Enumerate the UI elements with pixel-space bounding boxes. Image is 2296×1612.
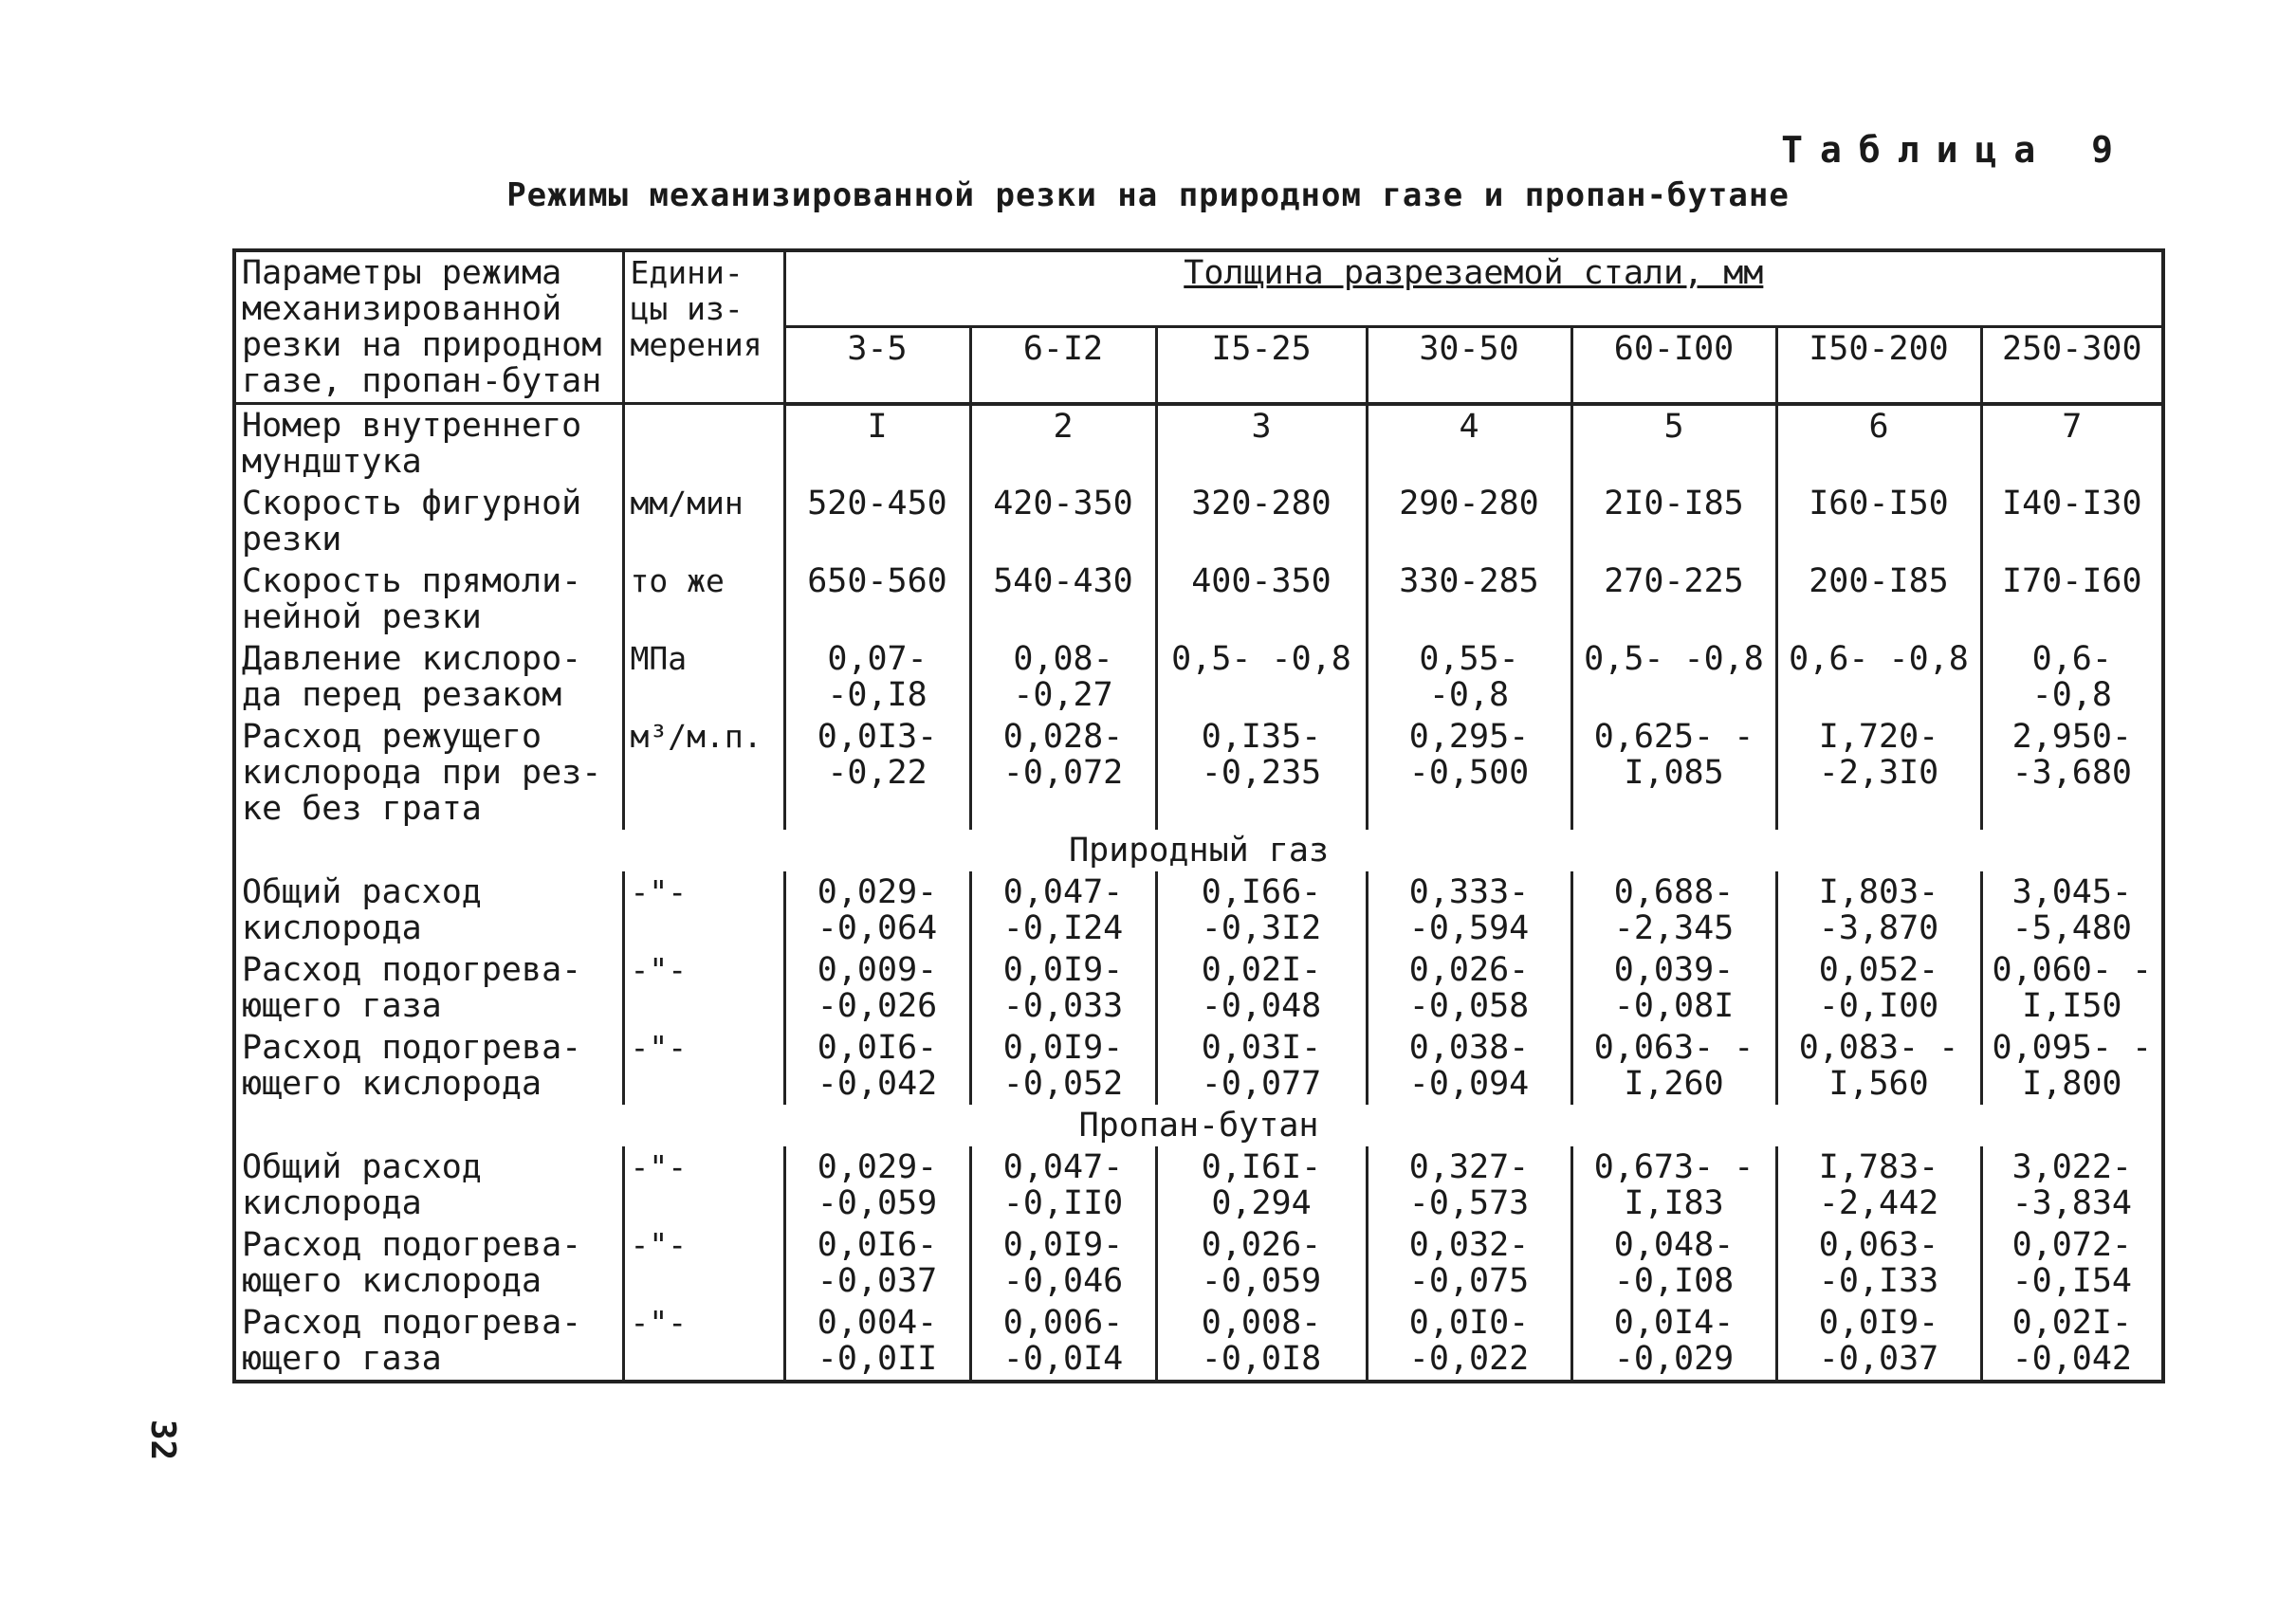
value-cell: 4	[1367, 404, 1571, 484]
value-cell: 0,I35- -0,235	[1156, 716, 1367, 830]
value-cell: 0,028- -0,072	[970, 716, 1156, 830]
value-cell: 400-350	[1156, 560, 1367, 638]
unit-cell: -"-	[623, 949, 784, 1027]
header-thickness-group: Толщина разрезаемой стали, мм	[784, 250, 2163, 327]
section-title: Пропан-бутан	[234, 1105, 2163, 1146]
param-cell: Номер внутреннего мундштука	[234, 404, 623, 484]
value-cell: 0,052- -0,I00	[1776, 949, 1981, 1027]
table-row	[234, 1302, 2163, 1382]
value-cell: 0,072- -0,I54	[1981, 1224, 2163, 1302]
param-cell: Расход подогрева- ющего кислорода	[234, 1027, 623, 1105]
header-param: Параметры режима механизированной резки на природном газе, пропан-бутан	[234, 250, 623, 404]
table-row	[234, 560, 2163, 638]
value-cell: 0,08- -0,27	[970, 638, 1156, 716]
value-cell: 0,029- -0,064	[784, 871, 970, 949]
value-cell: I,803- -3,870	[1776, 871, 1981, 949]
param-cell: Расход подогрева- ющего газа	[234, 949, 623, 1027]
value-cell: 0,026- -0,059	[1156, 1224, 1367, 1302]
unit-cell: -"-	[623, 871, 784, 949]
value-cell: 0,6- -0,8	[1981, 638, 2163, 716]
value-cell: 0,032- -0,075	[1367, 1224, 1571, 1302]
value-cell: 650-560	[784, 560, 970, 638]
value-cell: 7	[1981, 404, 2163, 484]
value-cell: 0,0I6- -0,037	[784, 1224, 970, 1302]
value-cell: 0,0I3- -0,22	[784, 716, 970, 830]
value-cell: I60-I50	[1776, 483, 1981, 560]
value-cell: 0,333- -0,594	[1367, 871, 1571, 949]
param-cell: Скорость фигурной резки	[234, 483, 623, 560]
value-cell: 0,063- -I,260	[1571, 1027, 1776, 1105]
value-cell: 0,047- -0,I24	[970, 871, 1156, 949]
value-cell: 0,0I9- -0,046	[970, 1224, 1156, 1302]
param-cell: Расход подогрева- ющего кислорода	[234, 1224, 623, 1302]
thickness-col: 30-50	[1367, 327, 1571, 404]
value-cell: 0,048- -0,I08	[1571, 1224, 1776, 1302]
unit-cell: -"-	[623, 1224, 784, 1302]
value-cell: 540-430	[970, 560, 1156, 638]
value-cell: 0,I66- -0,3I2	[1156, 871, 1367, 949]
value-cell: 0,060- -I,I50	[1981, 949, 2163, 1027]
section-row	[234, 830, 2163, 871]
value-cell: 330-285	[1367, 560, 1571, 638]
value-cell: 0,0I9- -0,037	[1776, 1302, 1981, 1382]
value-cell: 270-225	[1571, 560, 1776, 638]
value-cell: 0,6- -0,8	[1776, 638, 1981, 716]
unit-cell: м³/м.п.	[623, 716, 784, 830]
value-cell: 0,55- -0,8	[1367, 638, 1571, 716]
value-cell: 200-I85	[1776, 560, 1981, 638]
thickness-col: 3-5	[784, 327, 970, 404]
unit-cell: -"-	[623, 1302, 784, 1382]
value-cell: 0,026- -0,058	[1367, 949, 1571, 1027]
value-cell: I	[784, 404, 970, 484]
thickness-col: 250-300	[1981, 327, 2163, 404]
unit-cell	[623, 404, 784, 484]
value-cell: 0,07- -0,I8	[784, 638, 970, 716]
value-cell: 0,029- -0,059	[784, 1146, 970, 1224]
table-caption: Режимы механизированной резки на природном газе и пропан-бутане	[506, 176, 1790, 214]
thickness-col: I5-25	[1156, 327, 1367, 404]
param-cell: Расход режущего кислорода при рез- ке без грата	[234, 716, 623, 830]
value-cell: 2	[970, 404, 1156, 484]
value-cell: 0,083- -I,560	[1776, 1027, 1981, 1105]
section-title: Природный газ	[234, 830, 2163, 871]
value-cell: 6	[1776, 404, 1981, 484]
value-cell: I,720- -2,3I0	[1776, 716, 1981, 830]
cutting-modes-table	[232, 248, 2165, 1383]
table-row	[234, 1027, 2163, 1105]
thickness-col: 60-I00	[1571, 327, 1776, 404]
value-cell: 0,0I9- -0,052	[970, 1027, 1156, 1105]
value-cell: 0,02I- -0,048	[1156, 949, 1367, 1027]
value-cell: 0,I6I- 0,294	[1156, 1146, 1367, 1224]
value-cell: 2,950- -3,680	[1981, 716, 2163, 830]
value-cell: 0,327- -0,573	[1367, 1146, 1571, 1224]
value-cell: 0,625- -I,085	[1571, 716, 1776, 830]
value-cell: 320-280	[1156, 483, 1367, 560]
param-cell: Давление кислоро- да перед резаком	[234, 638, 623, 716]
param-cell: Общий расход кислорода	[234, 871, 623, 949]
param-cell: Скорость прямоли- нейной резки	[234, 560, 623, 638]
thickness-col: 6-I2	[970, 327, 1156, 404]
unit-cell: -"-	[623, 1146, 784, 1224]
table-row	[234, 716, 2163, 830]
value-cell: 0,009- -0,026	[784, 949, 970, 1027]
value-cell: 3	[1156, 404, 1367, 484]
value-cell: 5	[1571, 404, 1776, 484]
thickness-col: I50-200	[1776, 327, 1981, 404]
value-cell: 0,039- -0,08I	[1571, 949, 1776, 1027]
unit-cell: мм/мин	[623, 483, 784, 560]
value-cell: 0,0I6- -0,042	[784, 1027, 970, 1105]
value-cell: 0,688- -2,345	[1571, 871, 1776, 949]
table-row	[234, 404, 2163, 484]
value-cell: I70-I60	[1981, 560, 2163, 638]
table-number: Таблица 9	[1781, 129, 2130, 171]
unit-cell: то же	[623, 560, 784, 638]
value-cell: 0,038- -0,094	[1367, 1027, 1571, 1105]
table-row	[234, 638, 2163, 716]
value-cell: 0,5- -0,8	[1156, 638, 1367, 716]
value-cell: 420-350	[970, 483, 1156, 560]
unit-cell: МПа	[623, 638, 784, 716]
table-row	[234, 1146, 2163, 1224]
value-cell: 0,673- -I,I83	[1571, 1146, 1776, 1224]
param-cell: Общий расход кислорода	[234, 1146, 623, 1224]
margin-page-mark: 32	[143, 1419, 183, 1461]
value-cell: 290-280	[1367, 483, 1571, 560]
table-row	[234, 871, 2163, 949]
value-cell: 0,0I0- -0,022	[1367, 1302, 1571, 1382]
value-cell: I,783- -2,442	[1776, 1146, 1981, 1224]
value-cell: 0,004- -0,0II	[784, 1302, 970, 1382]
unit-cell: -"-	[623, 1027, 784, 1105]
value-cell: 0,008- -0,0I8	[1156, 1302, 1367, 1382]
value-cell: 0,006- -0,0I4	[970, 1302, 1156, 1382]
value-cell: 0,295- -0,500	[1367, 716, 1571, 830]
value-cell: 0,02I- -0,042	[1981, 1302, 2163, 1382]
value-cell: 0,063- -0,I33	[1776, 1224, 1981, 1302]
table-row	[234, 1224, 2163, 1302]
value-cell: 0,0I9- -0,033	[970, 949, 1156, 1027]
param-cell: Расход подогрева- ющего газа	[234, 1302, 623, 1382]
header-unit: Едини- цы из- мерения	[623, 250, 784, 404]
value-cell: 0,047- -0,II0	[970, 1146, 1156, 1224]
value-cell: 0,0I4- -0,029	[1571, 1302, 1776, 1382]
value-cell: 3,045- -5,480	[1981, 871, 2163, 949]
table-row	[234, 483, 2163, 560]
value-cell: 0,5- -0,8	[1571, 638, 1776, 716]
value-cell: 2I0-I85	[1571, 483, 1776, 560]
value-cell: 0,03I- -0,077	[1156, 1027, 1367, 1105]
section-row	[234, 1105, 2163, 1146]
value-cell: 3,022- -3,834	[1981, 1146, 2163, 1224]
table-row	[234, 949, 2163, 1027]
value-cell: 0,095- -I,800	[1981, 1027, 2163, 1105]
value-cell: 520-450	[784, 483, 970, 560]
value-cell: I40-I30	[1981, 483, 2163, 560]
